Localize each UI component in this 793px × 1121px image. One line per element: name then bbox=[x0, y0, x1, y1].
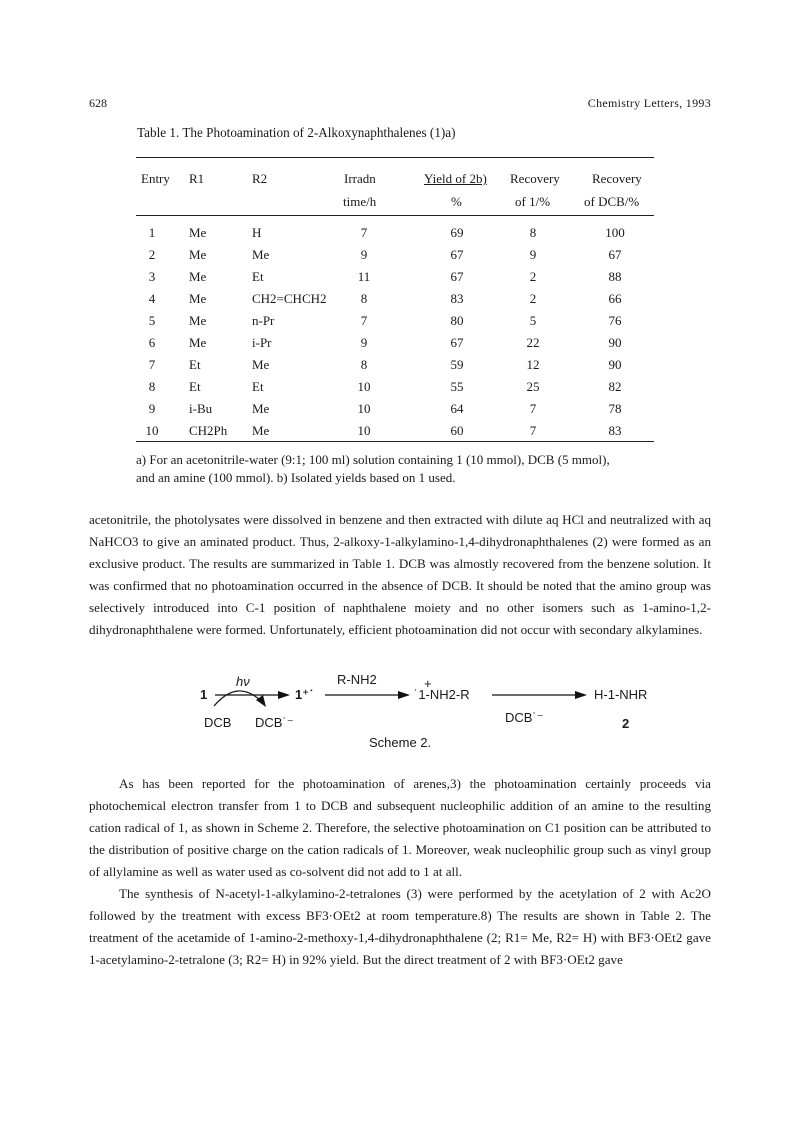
scheme-intermediate: ˙1-NH2-R bbox=[414, 687, 470, 702]
cell-recovery-dcb: 76 bbox=[608, 313, 622, 328]
cell-irradn: 10 bbox=[357, 423, 371, 438]
cell-recovery-1: 5 bbox=[529, 313, 537, 328]
scheme-2 bbox=[0, 672, 793, 762]
table-caption: Table 1. The Photoamination of 2-Alkoxynaphthalenes (1)a) bbox=[137, 125, 456, 140]
cell-yield: 83 bbox=[450, 291, 464, 306]
cell-r1: Et bbox=[189, 357, 201, 372]
cell-irradn: 10 bbox=[357, 401, 371, 416]
body-paragraph-2 bbox=[89, 773, 711, 883]
cell-irradn: 11 bbox=[357, 269, 371, 284]
cell-recovery-1: 8 bbox=[529, 225, 537, 240]
col-header-recovery-1-unit: of 1/% bbox=[515, 194, 551, 209]
cell-recovery-dcb: 83 bbox=[608, 423, 622, 438]
cell-recovery-1: 25 bbox=[526, 379, 540, 394]
cell-entry: 3 bbox=[148, 269, 156, 284]
arrow-head-3 bbox=[575, 691, 587, 699]
cell-r1: Me bbox=[189, 313, 207, 328]
curved-arrow bbox=[214, 691, 262, 706]
cell-entry: 9 bbox=[148, 401, 156, 416]
cell-recovery-1: 7 bbox=[529, 401, 537, 416]
col-header-yield-unit: % bbox=[451, 194, 462, 209]
cell-yield: 69 bbox=[450, 225, 464, 240]
cell-recovery-1: 2 bbox=[529, 291, 537, 306]
cell-irradn: 7 bbox=[360, 313, 368, 328]
cell-entry: 5 bbox=[148, 313, 156, 328]
cell-irradn: 8 bbox=[360, 291, 368, 306]
cell-r2: Me bbox=[252, 401, 270, 416]
cell-yield: 67 bbox=[450, 247, 464, 262]
cell-r2: n-Pr bbox=[252, 313, 275, 328]
col-header-r2: R2 bbox=[252, 171, 268, 186]
cell-yield: 67 bbox=[450, 335, 464, 350]
cell-recovery-dcb: 90 bbox=[608, 335, 622, 350]
table-header-rule bbox=[136, 215, 654, 216]
scheme-product-number: 2 bbox=[622, 716, 630, 731]
cell-recovery-dcb: 78 bbox=[608, 401, 622, 416]
scheme-radical-cation: 1⁺˙ bbox=[295, 687, 314, 702]
cell-entry: 7 bbox=[148, 357, 156, 372]
col-header-recovery-1: Recovery bbox=[510, 171, 560, 186]
cell-recovery-1: 2 bbox=[529, 269, 537, 284]
cell-r1: i-Bu bbox=[189, 401, 213, 416]
cell-recovery-dcb: 67 bbox=[608, 247, 622, 262]
cell-yield: 64 bbox=[450, 401, 464, 416]
body-paragraph-1 bbox=[89, 509, 711, 641]
cell-yield: 59 bbox=[450, 357, 464, 372]
cell-recovery-1: 9 bbox=[529, 247, 537, 262]
cell-recovery-dcb: 66 bbox=[608, 291, 622, 306]
cell-yield: 60 bbox=[450, 423, 464, 438]
cell-r1: Me bbox=[189, 225, 207, 240]
cell-yield: 67 bbox=[450, 269, 464, 284]
col-header-irradn: Irradn bbox=[344, 171, 376, 186]
table-bottom-rule bbox=[136, 441, 654, 442]
cell-recovery-dcb: 82 bbox=[608, 379, 622, 394]
cell-r1: Me bbox=[189, 335, 207, 350]
col-header-recovery-dcb-unit: of DCB/% bbox=[584, 194, 640, 209]
cell-entry: 2 bbox=[148, 247, 156, 262]
cell-r1: Me bbox=[189, 247, 207, 262]
cell-entry: 4 bbox=[148, 291, 156, 306]
paragraph-2-text: As has been reported for the photoamination of arenes,3) the photoamination certainly proceeds via photochemical electron transfer from 1 to DCB and subsequent nucleophilic addition of an amine to the resulting cation radical of 1, as shown in Scheme 2. Therefore, the selective photoamination on C1 position can be attributed to the distribution of positive charge on the cation radicals of 1. Moreover, weak nucleophilic group such as vinyl group of allylamine as well as water used as co-solvent did not add to 1 at all. bbox=[89, 776, 711, 879]
scheme-dcb-radical-anion: DCB˙⁻ bbox=[255, 715, 294, 730]
cell-r2: Et bbox=[252, 379, 264, 394]
cell-r2: Me bbox=[252, 357, 270, 372]
cell-irradn: 7 bbox=[360, 225, 368, 240]
col-header-time: time/h bbox=[343, 194, 377, 209]
journal-header: Chemistry Letters, 1993 bbox=[587, 96, 711, 110]
cell-r2: Et bbox=[252, 269, 264, 284]
scheme-amine: R-NH2 bbox=[337, 672, 377, 687]
arrow-head-1 bbox=[278, 691, 290, 699]
cell-irradn: 10 bbox=[357, 379, 371, 394]
cell-irradn: 8 bbox=[360, 357, 368, 372]
cell-r1: Me bbox=[189, 291, 207, 306]
cell-entry: 10 bbox=[145, 423, 159, 438]
cell-r2: Me bbox=[252, 423, 270, 438]
cell-r2: i-Pr bbox=[252, 335, 272, 350]
cell-recovery-1: 12 bbox=[526, 357, 540, 372]
arrow-head-2 bbox=[398, 691, 410, 699]
table-footnote-2: and an amine (100 mmol). b) Isolated yields based on 1 used. bbox=[136, 470, 456, 485]
body-paragraph-3 bbox=[89, 883, 711, 971]
cell-entry: 6 bbox=[148, 335, 156, 350]
cell-yield: 55 bbox=[450, 379, 464, 394]
col-header-recovery-dcb: Recovery bbox=[592, 171, 642, 186]
table-top-rule bbox=[136, 157, 654, 158]
paragraph-3-text: The synthesis of N-acetyl-1-alkylamino-2-tetralones (3) were performed by the acetylation of 2 with Ac2O followed by the treatment with excess BF3·OEt2 at room temperature.8) The results are shown in Table 2. The treatment of the acetamide of 1-amino-2-methoxy-1,4-dihydronaphthalene (2; R1= Me, R2= H) with BF3·OEt2 gave 1-acetylamino-2-tetralone (3; R2= H) in 92% yield. But the direct treatment of 2 with BF3·OEt2 gave bbox=[89, 886, 711, 967]
scheme-dcb-radical-anion-2: DCB˙⁻ bbox=[505, 710, 544, 725]
cell-recovery-dcb: 100 bbox=[605, 225, 625, 240]
cell-r2: Me bbox=[252, 247, 270, 262]
col-header-yield: Yield of 2b) bbox=[424, 171, 487, 186]
cell-r2: CH2=CHCH2 bbox=[252, 291, 327, 306]
scheme-product: H-1-NHR bbox=[594, 687, 648, 702]
scheme-reactant: 1 bbox=[200, 687, 208, 702]
page-number: 628 bbox=[89, 96, 107, 110]
curved-arrow-head bbox=[256, 695, 266, 707]
cell-r1: Et bbox=[189, 379, 201, 394]
scheme-dcb: DCB bbox=[204, 715, 232, 730]
cell-recovery-dcb: 90 bbox=[608, 357, 622, 372]
scheme-hv: hν bbox=[236, 674, 250, 689]
cell-recovery-1: 7 bbox=[529, 423, 537, 438]
scheme-label: Scheme 2. bbox=[369, 735, 432, 750]
scheme-plus: + bbox=[424, 676, 432, 691]
cell-yield: 80 bbox=[450, 313, 464, 328]
cell-r1: CH2Ph bbox=[189, 423, 228, 438]
cell-irradn: 9 bbox=[360, 335, 368, 350]
cell-entry: 1 bbox=[148, 225, 156, 240]
col-header-r1: R1 bbox=[189, 171, 205, 186]
paragraph-1-text: acetonitrile, the photolysates were dissolved in benzene and then extracted with dilute aq HCl and neutralized with aq NaHCO3 to give an aminated product. Thus, 2-alkoxy-1-alkylamino-1,4-dihydronaphthalenes (2) were formed as an exclusive product. The results are summarized in Table 1. DCB was almostly recovered from the benzene solution. It was confirmed that no photoamination occurred in the absence of DCB. It should be noted that the amino group was selectively introduced into C-1 position of naphthalene moiety and no other isomers such as 1-amino-1,2-dihydronaphthalene were formed. Unfortunately, efficient photoamination did not occur with secondary alkylamines. bbox=[89, 512, 711, 637]
col-header-entry: Entry bbox=[141, 171, 170, 186]
table-footnote-1: a) For an acetonitrile-water (9:1; 100 ml) solution containing 1 (10 mmol), DCB (5 mmol), bbox=[136, 452, 610, 467]
cell-r1: Me bbox=[189, 269, 207, 284]
cell-irradn: 9 bbox=[360, 247, 368, 262]
cell-entry: 8 bbox=[148, 379, 156, 394]
cell-r2: H bbox=[252, 225, 262, 240]
cell-recovery-dcb: 88 bbox=[608, 269, 622, 284]
cell-recovery-1: 22 bbox=[526, 335, 540, 350]
